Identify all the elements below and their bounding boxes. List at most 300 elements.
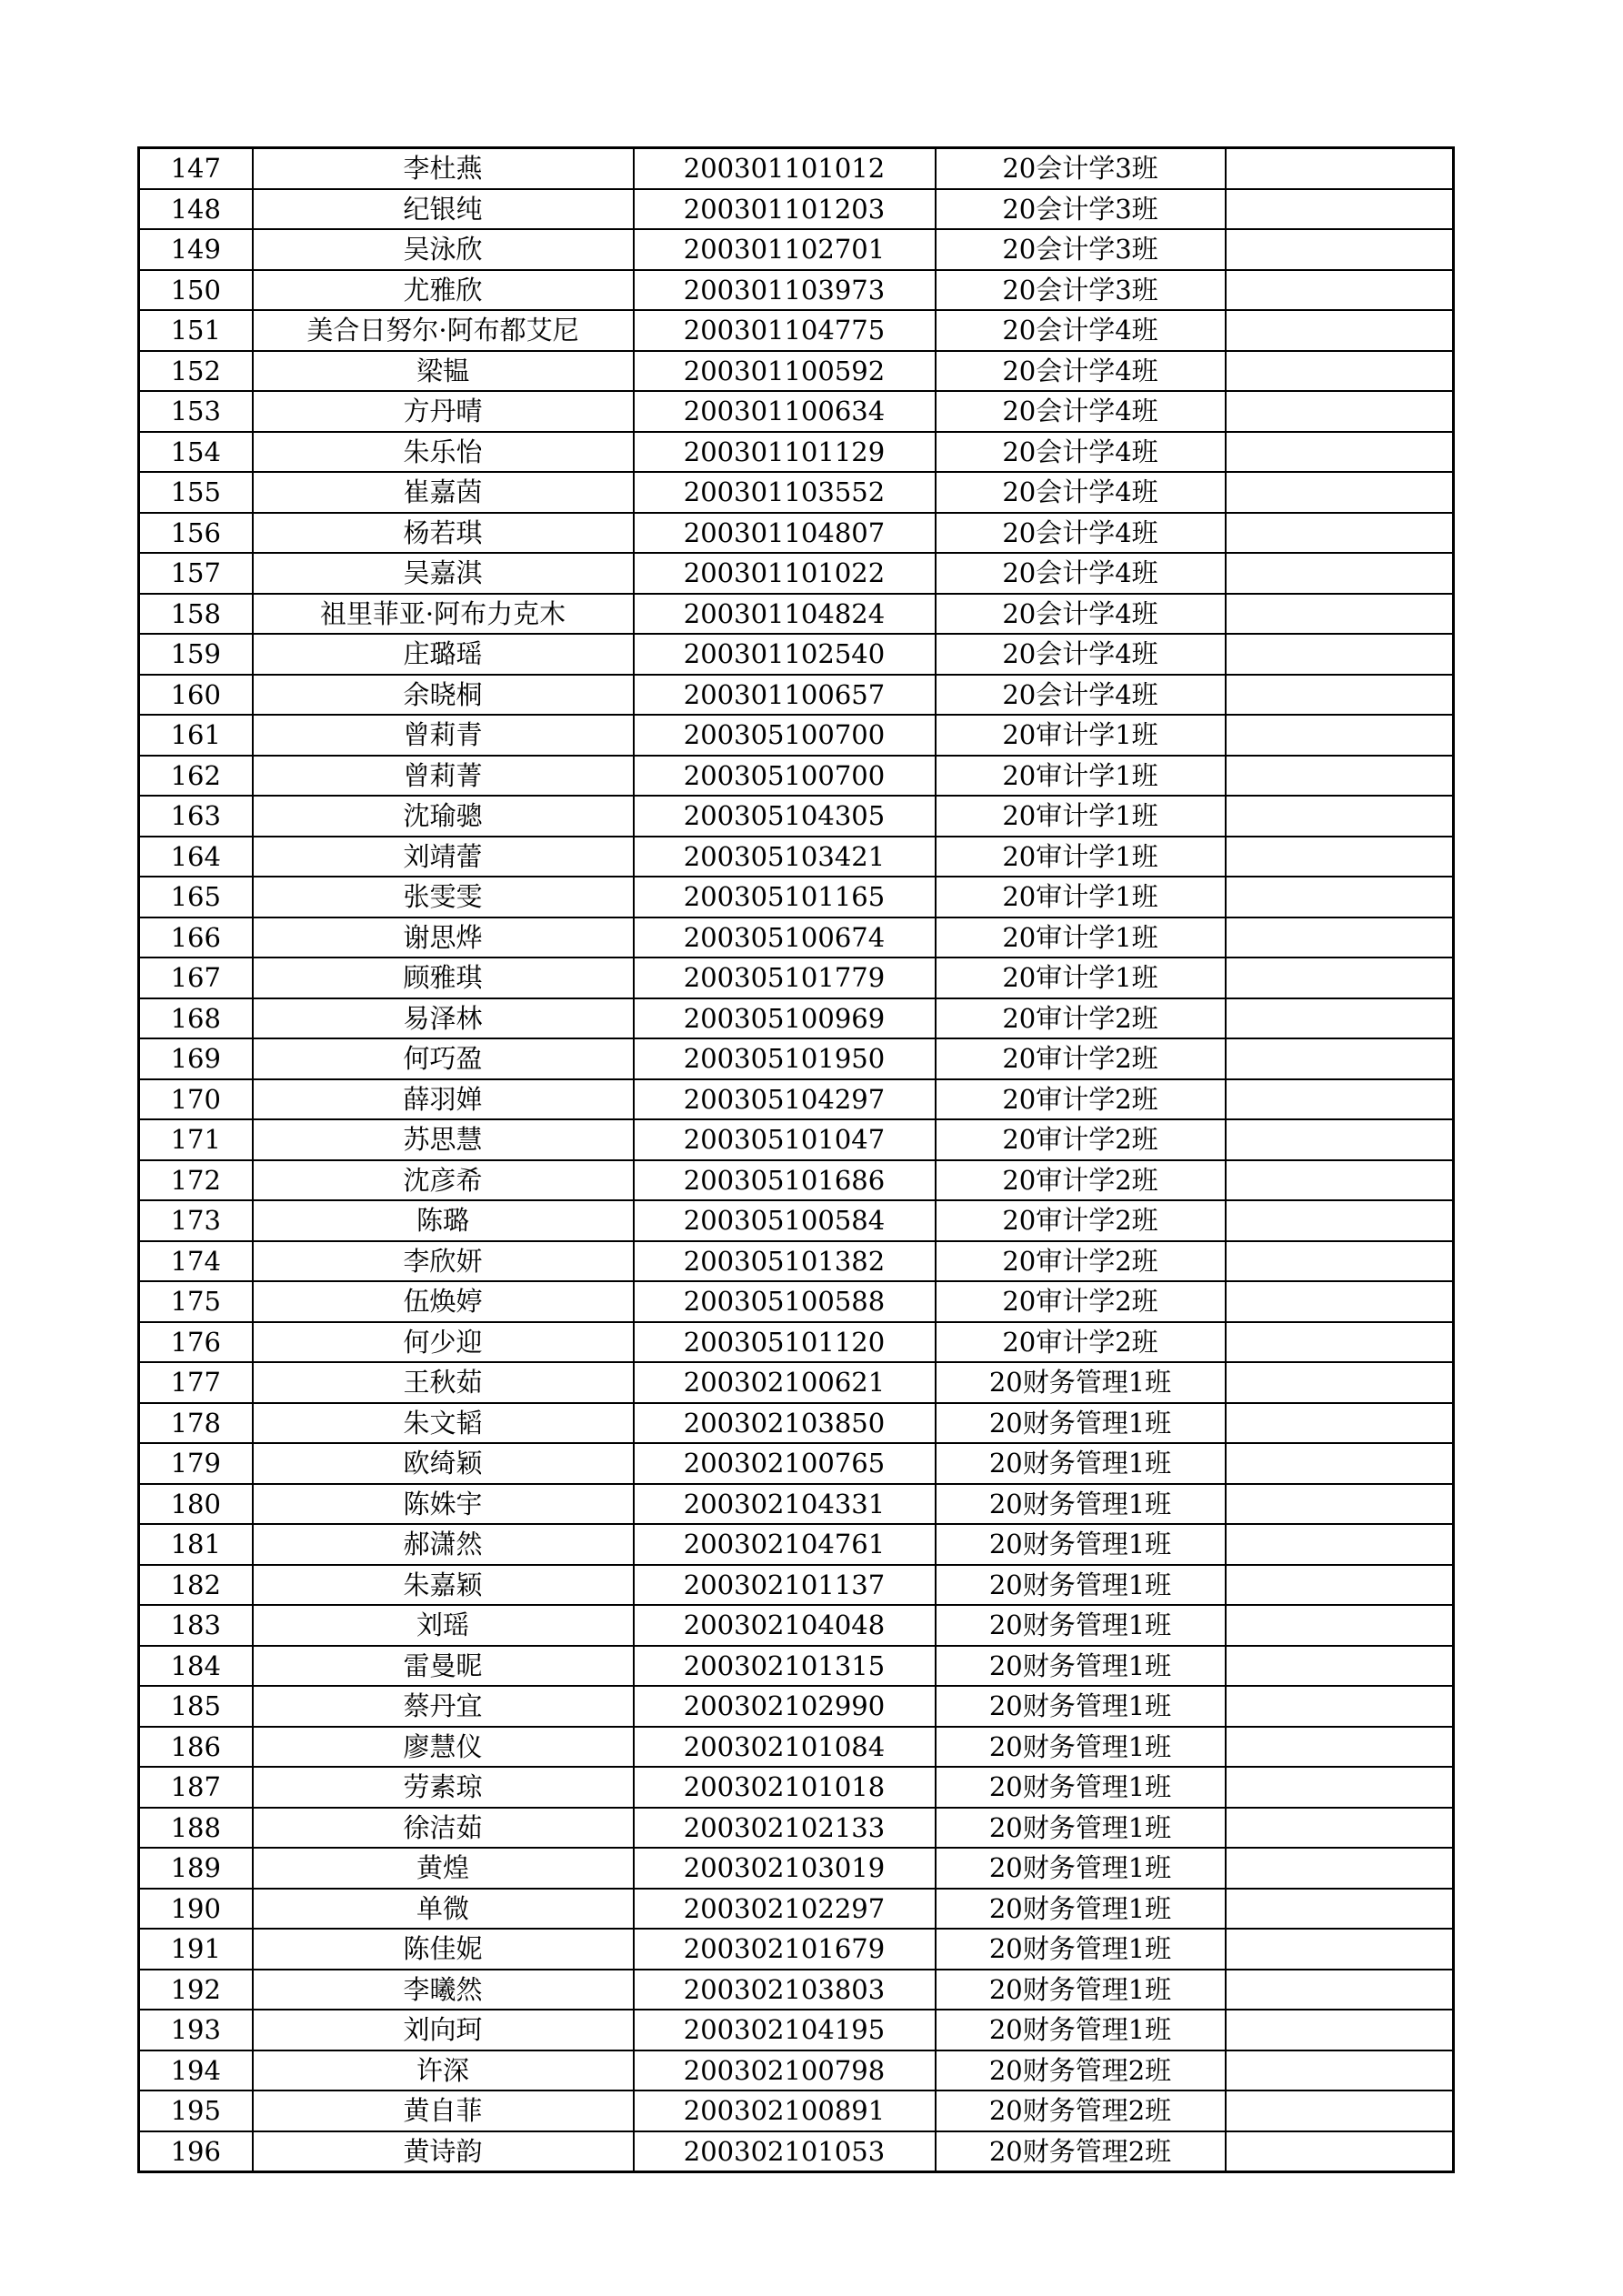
student-id-cell: 200302103803 bbox=[634, 1970, 936, 2010]
row-number-cell: 159 bbox=[139, 634, 253, 675]
student-id-cell: 200302100765 bbox=[634, 1443, 936, 1484]
table-row bbox=[139, 1038, 1454, 1079]
student-name-cell: 苏思慧 bbox=[253, 1119, 634, 1160]
row-number-cell: 166 bbox=[139, 917, 253, 958]
remark-cell bbox=[1226, 1200, 1454, 1241]
student-name-cell: 黄煌 bbox=[253, 1848, 634, 1889]
student-id-cell: 200302104331 bbox=[634, 1484, 936, 1525]
remark-cell bbox=[1226, 513, 1454, 554]
student-id-cell: 200302101018 bbox=[634, 1767, 936, 1808]
student-id-cell: 200305100674 bbox=[634, 917, 936, 958]
class-name-cell: 20会计学4班 bbox=[936, 310, 1226, 351]
student-name-cell: 郝潇然 bbox=[253, 1524, 634, 1565]
row-number-cell: 165 bbox=[139, 877, 253, 917]
student-id-cell: 200305101120 bbox=[634, 1322, 936, 1363]
student-name-cell: 李杜燕 bbox=[253, 148, 634, 189]
student-name-cell: 陈璐 bbox=[253, 1200, 634, 1241]
student-id-cell: 200301101022 bbox=[634, 553, 936, 594]
table-row bbox=[139, 391, 1454, 432]
class-name-cell: 20审计学1班 bbox=[936, 917, 1226, 958]
remark-cell bbox=[1226, 1889, 1454, 1930]
student-id-cell: 200301104824 bbox=[634, 594, 936, 635]
row-number-cell: 155 bbox=[139, 472, 253, 513]
remark-cell bbox=[1226, 837, 1454, 877]
student-id-cell: 200302101053 bbox=[634, 2131, 936, 2172]
class-name-cell: 20会计学3班 bbox=[936, 148, 1226, 189]
remark-cell bbox=[1226, 2090, 1454, 2131]
table-row bbox=[139, 917, 1454, 958]
row-number-cell: 177 bbox=[139, 1362, 253, 1403]
student-id-cell: 200301100634 bbox=[634, 391, 936, 432]
table-row bbox=[139, 1281, 1454, 1322]
table-row bbox=[139, 877, 1454, 917]
row-number-cell: 191 bbox=[139, 1929, 253, 1970]
row-number-cell: 147 bbox=[139, 148, 253, 189]
student-name-cell: 何巧盈 bbox=[253, 1038, 634, 1079]
student-name-cell: 祖里菲亚·阿布力克木 bbox=[253, 594, 634, 635]
student-name-cell: 吴嘉淇 bbox=[253, 553, 634, 594]
row-number-cell: 186 bbox=[139, 1727, 253, 1768]
student-name-cell: 李欣妍 bbox=[253, 1241, 634, 1282]
student-id-cell: 200301104775 bbox=[634, 310, 936, 351]
remark-cell bbox=[1226, 432, 1454, 473]
student-name-cell: 吴泳欣 bbox=[253, 229, 634, 270]
remark-cell bbox=[1226, 270, 1454, 311]
table-row bbox=[139, 2010, 1454, 2050]
student-name-cell: 王秋茹 bbox=[253, 1362, 634, 1403]
student-id-cell: 200301101129 bbox=[634, 432, 936, 473]
student-name-cell: 刘靖蕾 bbox=[253, 837, 634, 877]
student-id-cell: 200302101315 bbox=[634, 1646, 936, 1687]
remark-cell bbox=[1226, 1079, 1454, 1120]
class-name-cell: 20会计学4班 bbox=[936, 553, 1226, 594]
student-id-cell: 200302101137 bbox=[634, 1565, 936, 1606]
student-id-cell: 200302104761 bbox=[634, 1524, 936, 1565]
remark-cell bbox=[1226, 877, 1454, 917]
student-id-cell: 200305100588 bbox=[634, 1281, 936, 1322]
remark-cell bbox=[1226, 1443, 1454, 1484]
row-number-cell: 183 bbox=[139, 1605, 253, 1646]
class-name-cell: 20财务管理1班 bbox=[936, 1443, 1226, 1484]
remark-cell bbox=[1226, 917, 1454, 958]
class-name-cell: 20财务管理2班 bbox=[936, 2131, 1226, 2172]
class-name-cell: 20会计学4班 bbox=[936, 513, 1226, 554]
table-row bbox=[139, 634, 1454, 675]
remark-cell bbox=[1226, 634, 1454, 675]
class-name-cell: 20财务管理1班 bbox=[936, 1362, 1226, 1403]
student-name-cell: 余晓桐 bbox=[253, 675, 634, 716]
student-id-cell: 200305104297 bbox=[634, 1079, 936, 1120]
row-number-cell: 188 bbox=[139, 1808, 253, 1849]
remark-cell bbox=[1226, 1038, 1454, 1079]
class-name-cell: 20财务管理1班 bbox=[936, 1484, 1226, 1525]
student-id-cell: 200305100700 bbox=[634, 715, 936, 756]
table-row bbox=[139, 1808, 1454, 1849]
table-row bbox=[139, 229, 1454, 270]
table-row bbox=[139, 472, 1454, 513]
class-name-cell: 20财务管理2班 bbox=[936, 2090, 1226, 2131]
student-name-cell: 刘向珂 bbox=[253, 2010, 634, 2050]
student-id-cell: 200305101686 bbox=[634, 1160, 936, 1201]
row-number-cell: 163 bbox=[139, 796, 253, 837]
table-row bbox=[139, 1524, 1454, 1565]
class-name-cell: 20会计学4班 bbox=[936, 675, 1226, 716]
student-name-cell: 薛羽婵 bbox=[253, 1079, 634, 1120]
student-id-cell: 200301103552 bbox=[634, 472, 936, 513]
student-id-cell: 200301104807 bbox=[634, 513, 936, 554]
student-id-cell: 200301102540 bbox=[634, 634, 936, 675]
class-name-cell: 20会计学4班 bbox=[936, 432, 1226, 473]
table-row bbox=[139, 1403, 1454, 1444]
row-number-cell: 187 bbox=[139, 1767, 253, 1808]
row-number-cell: 160 bbox=[139, 675, 253, 716]
table-row bbox=[139, 1200, 1454, 1241]
remark-cell bbox=[1226, 1646, 1454, 1687]
student-id-cell: 200305101047 bbox=[634, 1119, 936, 1160]
student-id-cell: 200302101679 bbox=[634, 1929, 936, 1970]
table-row bbox=[139, 148, 1454, 189]
student-name-cell: 庄璐瑶 bbox=[253, 634, 634, 675]
remark-cell bbox=[1226, 1403, 1454, 1444]
table-row bbox=[139, 1970, 1454, 2010]
student-id-cell: 200305104305 bbox=[634, 796, 936, 837]
row-number-cell: 189 bbox=[139, 1848, 253, 1889]
remark-cell bbox=[1226, 1565, 1454, 1606]
table-row bbox=[139, 1605, 1454, 1646]
table-row bbox=[139, 958, 1454, 998]
class-name-cell: 20审计学2班 bbox=[936, 1322, 1226, 1363]
student-id-cell: 200305101779 bbox=[634, 958, 936, 998]
row-number-cell: 154 bbox=[139, 432, 253, 473]
remark-cell bbox=[1226, 2050, 1454, 2091]
remark-cell bbox=[1226, 756, 1454, 797]
class-name-cell: 20财务管理1班 bbox=[936, 1767, 1226, 1808]
student-id-cell: 200302101084 bbox=[634, 1727, 936, 1768]
remark-cell bbox=[1226, 1281, 1454, 1322]
table-row bbox=[139, 432, 1454, 473]
table-row bbox=[139, 2090, 1454, 2131]
student-name-cell: 曾莉青 bbox=[253, 715, 634, 756]
table-row bbox=[139, 1362, 1454, 1403]
student-name-cell: 曾莉菁 bbox=[253, 756, 634, 797]
class-name-cell: 20会计学3班 bbox=[936, 270, 1226, 311]
student-name-cell: 伍焕婷 bbox=[253, 1281, 634, 1322]
remark-cell bbox=[1226, 553, 1454, 594]
student-id-cell: 200302100798 bbox=[634, 2050, 936, 2091]
class-name-cell: 20审计学2班 bbox=[936, 1241, 1226, 1282]
student-name-cell: 易泽林 bbox=[253, 998, 634, 1039]
class-name-cell: 20会计学4班 bbox=[936, 472, 1226, 513]
student-name-cell: 刘瑶 bbox=[253, 1605, 634, 1646]
remark-cell bbox=[1226, 675, 1454, 716]
student-name-cell: 崔嘉茵 bbox=[253, 472, 634, 513]
student-id-cell: 200302100891 bbox=[634, 2090, 936, 2131]
table-row bbox=[139, 1848, 1454, 1889]
remark-cell bbox=[1226, 1322, 1454, 1363]
student-name-cell: 谢思烨 bbox=[253, 917, 634, 958]
class-name-cell: 20财务管理1班 bbox=[936, 1727, 1226, 1768]
student-id-cell: 200305100969 bbox=[634, 998, 936, 1039]
class-name-cell: 20审计学1班 bbox=[936, 837, 1226, 877]
row-number-cell: 171 bbox=[139, 1119, 253, 1160]
row-number-cell: 178 bbox=[139, 1403, 253, 1444]
class-name-cell: 20审计学2班 bbox=[936, 1281, 1226, 1322]
student-id-cell: 200305101950 bbox=[634, 1038, 936, 1079]
student-name-cell: 徐洁茹 bbox=[253, 1808, 634, 1849]
row-number-cell: 151 bbox=[139, 310, 253, 351]
row-number-cell: 184 bbox=[139, 1646, 253, 1687]
student-roster-table bbox=[137, 146, 1455, 2173]
student-name-cell: 劳素琼 bbox=[253, 1767, 634, 1808]
table-row bbox=[139, 796, 1454, 837]
remark-cell bbox=[1226, 1605, 1454, 1646]
remark-cell bbox=[1226, 1524, 1454, 1565]
table-row bbox=[139, 1443, 1454, 1484]
table-row bbox=[139, 1241, 1454, 1282]
row-number-cell: 168 bbox=[139, 998, 253, 1039]
class-name-cell: 20财务管理1班 bbox=[936, 1889, 1226, 1930]
remark-cell bbox=[1226, 1929, 1454, 1970]
class-name-cell: 20财务管理1班 bbox=[936, 1686, 1226, 1727]
class-name-cell: 20审计学2班 bbox=[936, 1119, 1226, 1160]
student-name-cell: 张雯雯 bbox=[253, 877, 634, 917]
row-number-cell: 194 bbox=[139, 2050, 253, 2091]
row-number-cell: 196 bbox=[139, 2131, 253, 2172]
class-name-cell: 20财务管理1班 bbox=[936, 1646, 1226, 1687]
student-id-cell: 200305101382 bbox=[634, 1241, 936, 1282]
student-name-cell: 何少迎 bbox=[253, 1322, 634, 1363]
student-name-cell: 黄自菲 bbox=[253, 2090, 634, 2131]
student-name-cell: 方丹晴 bbox=[253, 391, 634, 432]
class-name-cell: 20审计学2班 bbox=[936, 998, 1226, 1039]
row-number-cell: 169 bbox=[139, 1038, 253, 1079]
class-name-cell: 20财务管理1班 bbox=[936, 1565, 1226, 1606]
class-name-cell: 20财务管理1班 bbox=[936, 1848, 1226, 1889]
class-name-cell: 20会计学4班 bbox=[936, 391, 1226, 432]
class-name-cell: 20审计学1班 bbox=[936, 958, 1226, 998]
student-name-cell: 梁韫 bbox=[253, 351, 634, 392]
remark-cell bbox=[1226, 351, 1454, 392]
remark-cell bbox=[1226, 310, 1454, 351]
class-name-cell: 20会计学4班 bbox=[936, 351, 1226, 392]
student-name-cell: 陈佳妮 bbox=[253, 1929, 634, 1970]
student-name-cell: 尤雅欣 bbox=[253, 270, 634, 311]
remark-cell bbox=[1226, 1241, 1454, 1282]
remark-cell bbox=[1226, 391, 1454, 432]
table-row bbox=[139, 837, 1454, 877]
remark-cell bbox=[1226, 1119, 1454, 1160]
student-name-cell: 黄诗韵 bbox=[253, 2131, 634, 2172]
row-number-cell: 195 bbox=[139, 2090, 253, 2131]
student-name-cell: 蔡丹宜 bbox=[253, 1686, 634, 1727]
remark-cell bbox=[1226, 2010, 1454, 2050]
table-row bbox=[139, 513, 1454, 554]
row-number-cell: 182 bbox=[139, 1565, 253, 1606]
table-row bbox=[139, 2050, 1454, 2091]
class-name-cell: 20会计学4班 bbox=[936, 594, 1226, 635]
student-name-cell: 欧绮颖 bbox=[253, 1443, 634, 1484]
remark-cell bbox=[1226, 715, 1454, 756]
remark-cell bbox=[1226, 472, 1454, 513]
student-id-cell: 200301100592 bbox=[634, 351, 936, 392]
row-number-cell: 149 bbox=[139, 229, 253, 270]
remark-cell bbox=[1226, 1686, 1454, 1727]
class-name-cell: 20审计学2班 bbox=[936, 1079, 1226, 1120]
student-id-cell: 200302102297 bbox=[634, 1889, 936, 1930]
class-name-cell: 20审计学2班 bbox=[936, 1160, 1226, 1201]
class-name-cell: 20会计学3班 bbox=[936, 189, 1226, 230]
table-row bbox=[139, 310, 1454, 351]
remark-cell bbox=[1226, 1484, 1454, 1525]
table-row bbox=[139, 1079, 1454, 1120]
class-name-cell: 20财务管理1班 bbox=[936, 2010, 1226, 2050]
student-name-cell: 朱乐怡 bbox=[253, 432, 634, 473]
student-name-cell: 陈姝宇 bbox=[253, 1484, 634, 1525]
table-row bbox=[139, 1727, 1454, 1768]
student-id-cell: 200305100700 bbox=[634, 756, 936, 797]
class-name-cell: 20审计学1班 bbox=[936, 756, 1226, 797]
row-number-cell: 173 bbox=[139, 1200, 253, 1241]
table-row bbox=[139, 1565, 1454, 1606]
remark-cell bbox=[1226, 958, 1454, 998]
remark-cell bbox=[1226, 1767, 1454, 1808]
row-number-cell: 185 bbox=[139, 1686, 253, 1727]
table-row bbox=[139, 1484, 1454, 1525]
table-row bbox=[139, 1767, 1454, 1808]
row-number-cell: 176 bbox=[139, 1322, 253, 1363]
class-name-cell: 20财务管理1班 bbox=[936, 1808, 1226, 1849]
row-number-cell: 180 bbox=[139, 1484, 253, 1525]
table-row bbox=[139, 1646, 1454, 1687]
student-name-cell: 单微 bbox=[253, 1889, 634, 1930]
student-id-cell: 200302104048 bbox=[634, 1605, 936, 1646]
row-number-cell: 190 bbox=[139, 1889, 253, 1930]
student-id-cell: 200302103850 bbox=[634, 1403, 936, 1444]
remark-cell bbox=[1226, 189, 1454, 230]
student-name-cell: 李曦然 bbox=[253, 1970, 634, 2010]
student-name-cell: 顾雅琪 bbox=[253, 958, 634, 998]
student-name-cell: 美合日努尔·阿布都艾尼 bbox=[253, 310, 634, 351]
row-number-cell: 170 bbox=[139, 1079, 253, 1120]
remark-cell bbox=[1226, 1160, 1454, 1201]
row-number-cell: 175 bbox=[139, 1281, 253, 1322]
table-row bbox=[139, 1322, 1454, 1363]
table-row bbox=[139, 2131, 1454, 2172]
table-row bbox=[139, 998, 1454, 1039]
row-number-cell: 161 bbox=[139, 715, 253, 756]
student-name-cell: 朱文韬 bbox=[253, 1403, 634, 1444]
class-name-cell: 20财务管理1班 bbox=[936, 1929, 1226, 1970]
table-row bbox=[139, 1889, 1454, 1930]
table-row bbox=[139, 1160, 1454, 1201]
row-number-cell: 192 bbox=[139, 1970, 253, 2010]
table-row bbox=[139, 1119, 1454, 1160]
row-number-cell: 157 bbox=[139, 553, 253, 594]
table-row bbox=[139, 1686, 1454, 1727]
table-row bbox=[139, 553, 1454, 594]
student-name-cell: 朱嘉颖 bbox=[253, 1565, 634, 1606]
remark-cell bbox=[1226, 148, 1454, 189]
class-name-cell: 20财务管理2班 bbox=[936, 2050, 1226, 2091]
remark-cell bbox=[1226, 2131, 1454, 2172]
class-name-cell: 20审计学2班 bbox=[936, 1038, 1226, 1079]
class-name-cell: 20财务管理1班 bbox=[936, 1970, 1226, 2010]
row-number-cell: 193 bbox=[139, 2010, 253, 2050]
row-number-cell: 152 bbox=[139, 351, 253, 392]
row-number-cell: 156 bbox=[139, 513, 253, 554]
row-number-cell: 172 bbox=[139, 1160, 253, 1201]
row-number-cell: 150 bbox=[139, 270, 253, 311]
student-id-cell: 200301100657 bbox=[634, 675, 936, 716]
row-number-cell: 179 bbox=[139, 1443, 253, 1484]
student-id-cell: 200305103421 bbox=[634, 837, 936, 877]
student-id-cell: 200305100584 bbox=[634, 1200, 936, 1241]
class-name-cell: 20审计学1班 bbox=[936, 715, 1226, 756]
student-name-cell: 雷曼昵 bbox=[253, 1646, 634, 1687]
table-row bbox=[139, 675, 1454, 716]
row-number-cell: 162 bbox=[139, 756, 253, 797]
student-name-cell: 沈彦希 bbox=[253, 1160, 634, 1201]
class-name-cell: 20财务管理1班 bbox=[936, 1403, 1226, 1444]
remark-cell bbox=[1226, 1362, 1454, 1403]
student-id-cell: 200302102133 bbox=[634, 1808, 936, 1849]
student-id-cell: 200301102701 bbox=[634, 229, 936, 270]
remark-cell bbox=[1226, 594, 1454, 635]
row-number-cell: 148 bbox=[139, 189, 253, 230]
class-name-cell: 20审计学1班 bbox=[936, 877, 1226, 917]
remark-cell bbox=[1226, 998, 1454, 1039]
class-name-cell: 20审计学1班 bbox=[936, 796, 1226, 837]
class-name-cell: 20财务管理1班 bbox=[936, 1524, 1226, 1565]
remark-cell bbox=[1226, 796, 1454, 837]
table-row bbox=[139, 594, 1454, 635]
class-name-cell: 20审计学2班 bbox=[936, 1200, 1226, 1241]
row-number-cell: 153 bbox=[139, 391, 253, 432]
student-id-cell: 200302103019 bbox=[634, 1848, 936, 1889]
row-number-cell: 174 bbox=[139, 1241, 253, 1282]
table-row bbox=[139, 715, 1454, 756]
student-id-cell: 200302104195 bbox=[634, 2010, 936, 2050]
student-id-cell: 200301101203 bbox=[634, 189, 936, 230]
student-name-cell: 许深 bbox=[253, 2050, 634, 2091]
table-row bbox=[139, 756, 1454, 797]
row-number-cell: 167 bbox=[139, 958, 253, 998]
student-id-cell: 200302102990 bbox=[634, 1686, 936, 1727]
student-id-cell: 200305101165 bbox=[634, 877, 936, 917]
row-number-cell: 158 bbox=[139, 594, 253, 635]
student-id-cell: 200302100621 bbox=[634, 1362, 936, 1403]
remark-cell bbox=[1226, 1727, 1454, 1768]
remark-cell bbox=[1226, 1970, 1454, 2010]
table-row bbox=[139, 270, 1454, 311]
row-number-cell: 164 bbox=[139, 837, 253, 877]
student-id-cell: 200301101012 bbox=[634, 148, 936, 189]
student-name-cell: 杨若琪 bbox=[253, 513, 634, 554]
class-name-cell: 20财务管理1班 bbox=[936, 1605, 1226, 1646]
class-name-cell: 20会计学4班 bbox=[936, 634, 1226, 675]
student-id-cell: 200301103973 bbox=[634, 270, 936, 311]
student-name-cell: 沈瑜骢 bbox=[253, 796, 634, 837]
table-row bbox=[139, 351, 1454, 392]
student-name-cell: 廖慧仪 bbox=[253, 1727, 634, 1768]
row-number-cell: 181 bbox=[139, 1524, 253, 1565]
remark-cell bbox=[1226, 229, 1454, 270]
roster-body bbox=[139, 148, 1454, 2172]
class-name-cell: 20会计学3班 bbox=[936, 229, 1226, 270]
remark-cell bbox=[1226, 1808, 1454, 1849]
student-name-cell: 纪银纯 bbox=[253, 189, 634, 230]
remark-cell bbox=[1226, 1848, 1454, 1889]
